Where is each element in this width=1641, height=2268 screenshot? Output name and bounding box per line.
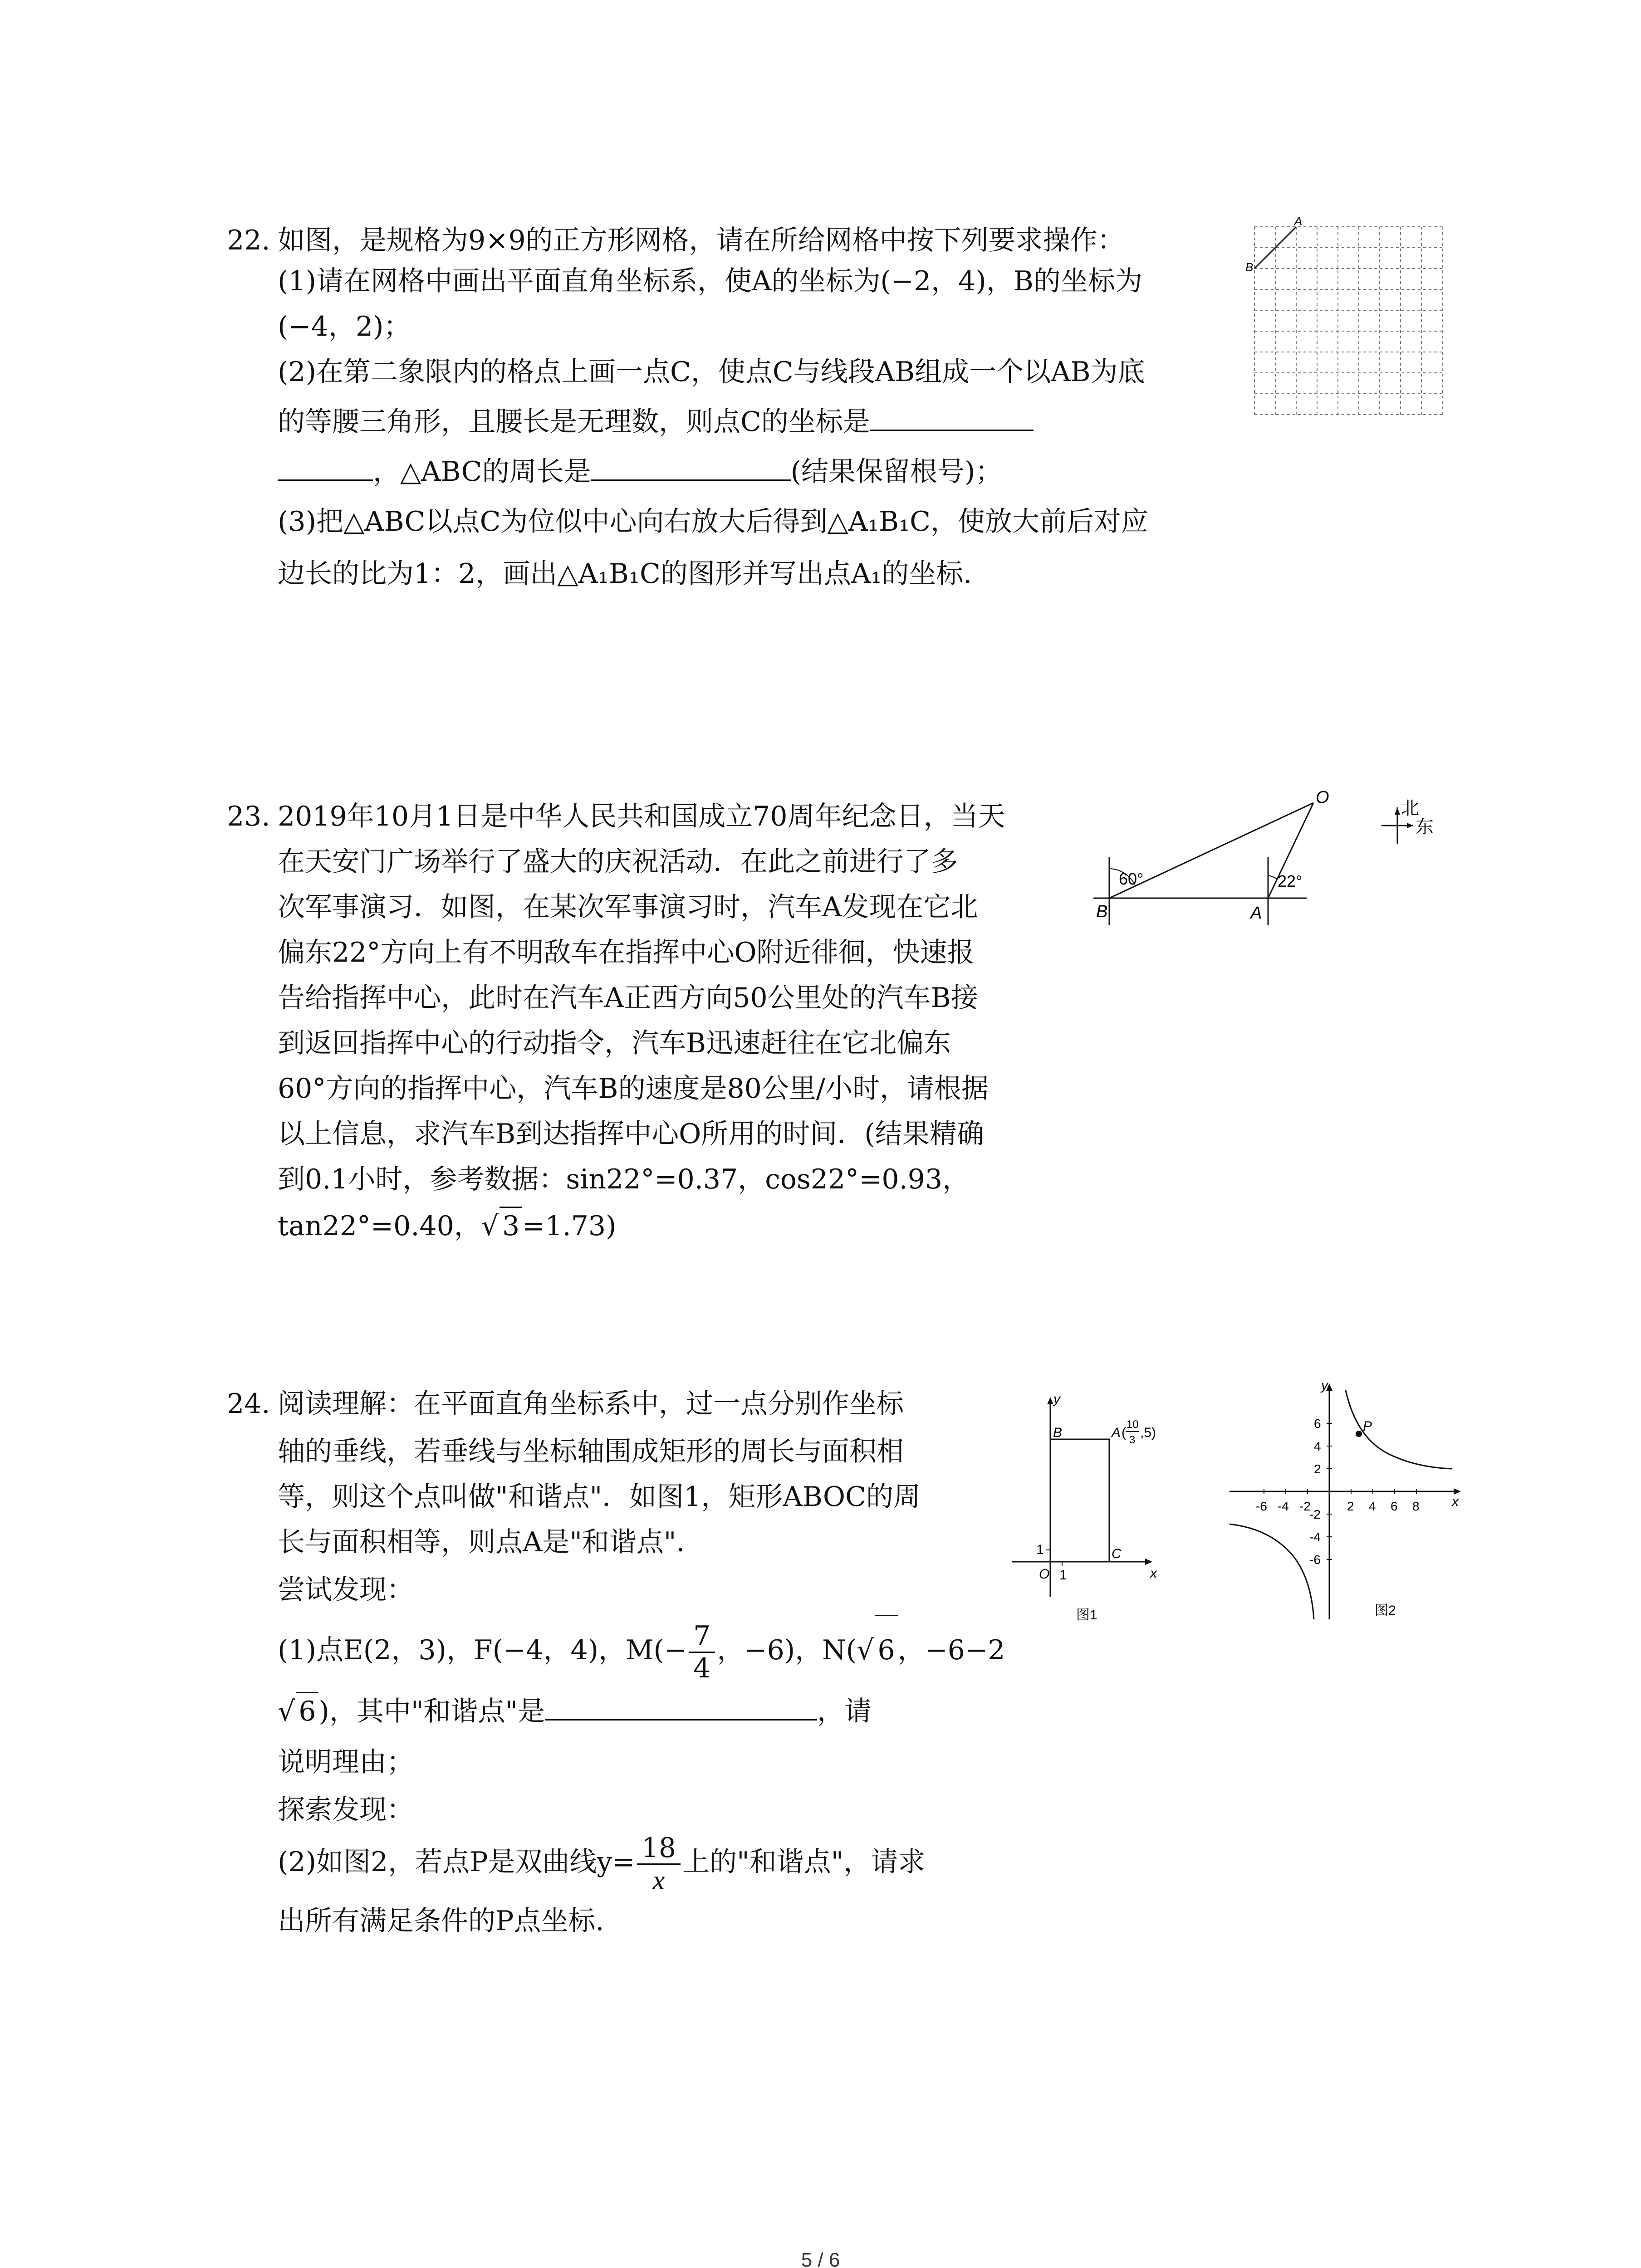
q23-line-8: 以上信息，求汽车B到达指挥中心O所用的时间．(结果精确 (278, 1118, 984, 1150)
point-a-frac-den: 3 (1129, 1434, 1136, 1446)
fraction-denominator: x (652, 1865, 665, 1895)
x-tick-label: -4 (1278, 1499, 1289, 1513)
point-a-label: A (1294, 214, 1303, 228)
military-drill-figure (1080, 789, 1470, 948)
point-a-label: A (1112, 1425, 1121, 1440)
rectangle-aboc (1050, 1439, 1109, 1562)
sqrt-sign: √ (857, 1634, 874, 1666)
q24-line-7 (278, 1692, 872, 1730)
point-a-rest: ,5) (1140, 1425, 1156, 1440)
q24-line-1: 阅读理解：在平面直角坐标系中，过一点分别作坐标 (278, 1388, 904, 1420)
q22-line-6 (278, 454, 1002, 490)
point-p-label: P (1363, 1419, 1372, 1434)
q24-line-11: 出所有满足条件的P点坐标. (278, 1905, 604, 1937)
angle-22-label: 22° (1278, 872, 1303, 890)
sqrt-radicand: 6 (875, 1615, 897, 1684)
compass-north-label: 北 (1401, 798, 1419, 818)
q23-line-10b: =1.73) (522, 1210, 617, 1242)
point-a-label: A (1250, 904, 1262, 923)
angle-60-label: 60° (1119, 870, 1144, 888)
origin-label: O (1039, 1567, 1050, 1582)
fraction-numerator: 7 (689, 1621, 715, 1653)
answer-blank[interactable] (870, 406, 1034, 431)
q22-line-5-text: 的等腰三角形，且腰长是无理数，则点C的坐标是 (278, 406, 870, 438)
q22-line-4: (2)在第二象限内的格点上画一点C，使点C与线段AB组成一个以AB为底 (278, 356, 1145, 388)
point-p (1356, 1431, 1362, 1437)
sqrt-sign: √ (278, 1696, 295, 1727)
q23-line-9: 到0.1小时，参考数据：sin22°=0.37，cos22°=0.93， (278, 1163, 970, 1195)
y-tick-label: -4 (1309, 1530, 1321, 1544)
q24-line-7a: )，其中"和谐点"是 (318, 1696, 545, 1727)
q24-line-4: 长与面积相等，则点A是"和谐点"． (278, 1526, 704, 1558)
x-tick-label: 2 (1347, 1499, 1354, 1513)
q23-line-10 (278, 1207, 616, 1244)
q24-line-10a: (2)如图2，若点P是双曲线y= (278, 1846, 635, 1878)
q23-line-4: 偏东22°方向上有不明敌车在指挥中心O附近徘徊，快速报 (278, 937, 975, 968)
q23-line-10a: tan22°=0.40， (278, 1210, 481, 1242)
point-o-label: O (1316, 789, 1329, 807)
y-one-label: 1 (1036, 1542, 1044, 1557)
point-b-label: B (1096, 902, 1108, 921)
y-axis-label: y (1321, 1378, 1328, 1393)
fraction (689, 1621, 715, 1684)
q23-line-6: 到返回指挥中心的行动指令，汽车B迅速赶往在它北偏东 (278, 1027, 951, 1059)
q24-line-8: 说明理由； (278, 1746, 414, 1778)
fraction (637, 1833, 681, 1896)
q23-line-5: 告给指挥中心，此时在汽车A正西方向50公里处的汽车B接 (278, 982, 978, 1014)
sqrt-sign: √ (481, 1210, 499, 1242)
q24-line-9: 探索发现： (278, 1794, 414, 1826)
figure-2-caption: 图2 (1375, 1603, 1396, 1618)
q24-line-3: 等，则这个点叫做"和谐点"．如图1，矩形ABOC的周 (278, 1481, 921, 1513)
q24-line-2: 轴的垂线，若垂线与坐标轴围成矩形的周长与面积相 (278, 1436, 904, 1467)
point-a-frac-num: 10 (1127, 1418, 1139, 1431)
sqrt-radicand: 3 (500, 1207, 522, 1244)
x-axis-label: x (1150, 1566, 1157, 1581)
q23-line-1: 2019年10月1日是中华人民共和国成立70周年纪念日，当天 (278, 801, 1005, 832)
sqrt-radicand: 6 (296, 1692, 318, 1730)
q22-line-6a: ，△ABC的周长是 (373, 456, 591, 488)
q22-line-3: (−4，2)； (278, 311, 411, 342)
x-tick-label: -2 (1299, 1499, 1311, 1513)
answer-blank[interactable] (545, 1696, 817, 1721)
y-tick-label: 2 (1314, 1462, 1321, 1476)
hyperbola-branch-lower (1230, 1524, 1314, 1619)
fraction-denominator: 4 (693, 1652, 711, 1684)
q22-line-5 (278, 404, 1034, 440)
q24-line-7b: ，请 (817, 1696, 872, 1727)
y-tick-label: 6 (1314, 1417, 1321, 1431)
y-tick-label: -2 (1309, 1507, 1321, 1521)
figure-1-caption: 图1 (1076, 1608, 1097, 1623)
point-c-label: C (1112, 1546, 1122, 1561)
q23-line-2: 在天安门广场举行了盛大的庆祝活动．在此之前进行了多 (278, 846, 958, 878)
q22-line-2: (1)请在网格中画出平面直角坐标系，使A的坐标为(−2，4)，B的坐标为 (278, 265, 1142, 297)
answer-blank[interactable] (591, 456, 791, 481)
q22-line-6b: (结果保留根号)； (790, 456, 1003, 488)
page-number: 5 / 6 (801, 2249, 840, 2268)
question-number: 24. (227, 1388, 270, 1420)
q24-line-5: 尝试发现： (278, 1574, 414, 1606)
x-axis-label: x (1452, 1494, 1459, 1509)
q24-line-6c: ，−6−2 (897, 1634, 1005, 1666)
q22-line-7: (3)把△ABC以点C为位似中心向右放大后得到△A₁B₁C，使放大前后对应 (278, 506, 1149, 538)
figure-2 (1225, 1374, 1470, 1628)
question-number: 22. (227, 225, 270, 256)
x-tick-label: 8 (1412, 1499, 1420, 1513)
point-b-label: B (1053, 1425, 1063, 1440)
q22-line-1: 如图，是规格为9×9的正方形网格，请在所给网格中按下列要求操作： (278, 225, 1125, 256)
x-tick-label: -6 (1256, 1499, 1267, 1513)
point-b-label: B (1245, 260, 1254, 274)
y-tick-label: 4 (1314, 1439, 1321, 1453)
q22-line-8: 边长的比为1：2，画出△A₁B₁C的图形并写出点A₁的坐标. (278, 558, 972, 590)
q24-line-6 (278, 1615, 1005, 1684)
y-axis-label: y (1053, 1392, 1060, 1407)
fraction-numerator: 18 (637, 1833, 681, 1865)
answer-blank[interactable] (278, 456, 373, 481)
q24-line-6a: (1)点E(2，3)，F(−4，4)，M(− (278, 1634, 687, 1666)
q23-line-3: 次军事演习．如图，在某次军事演习时，汽车A发现在它北 (278, 891, 978, 923)
hyperbola-branch-upper (1346, 1390, 1452, 1469)
q24-line-10 (278, 1828, 925, 1896)
q24-line-6b: ，−6)，N( (717, 1634, 857, 1666)
figure-1 (998, 1388, 1207, 1628)
q23-line-7: 60°方向的指挥中心，汽车B的速度是80公里/小时，请根据 (278, 1073, 989, 1105)
grid-figure (1245, 213, 1450, 422)
point-a-open-paren: ( (1122, 1425, 1126, 1440)
question-number: 23. (227, 801, 270, 832)
x-one-label: 1 (1059, 1568, 1067, 1583)
compass-east-label: 东 (1416, 817, 1434, 837)
x-tick-label: 4 (1369, 1499, 1376, 1513)
x-tick-label: 6 (1391, 1499, 1398, 1513)
y-tick-label: -6 (1309, 1553, 1321, 1567)
q24-line-10b: 上的"和谐点"，请求 (682, 1846, 926, 1878)
